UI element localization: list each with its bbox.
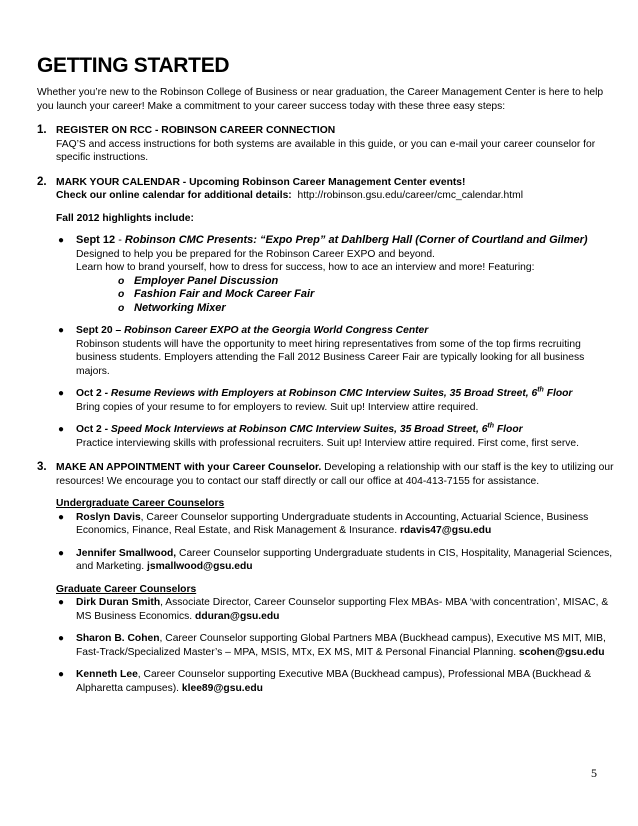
sub-item-text: Fashion Fair and Mock Career Fair — [134, 288, 315, 300]
counselor-email[interactable]: klee89@gsu.edu — [181, 682, 263, 694]
grad-counselors — [56, 583, 617, 696]
step-number: 3. — [37, 461, 47, 473]
highlights-heading: Fall 2012 highlights include: — [56, 212, 194, 224]
counselor-name: Sharon B. Cohen — [76, 633, 160, 644]
sub-item-text: Networking Mixer — [134, 301, 226, 314]
counselor-item — [56, 632, 617, 659]
step-1 — [37, 124, 617, 165]
calendar-line — [56, 189, 617, 203]
bullet-icon: ● — [58, 325, 65, 336]
sub-item — [76, 275, 617, 289]
event-desc: Bring copies of your resume to for employers to review. Suit up! Interview attire required. — [76, 401, 479, 413]
step-2 — [37, 176, 617, 451]
bullet-icon: ● — [58, 424, 65, 435]
event-desc-line: Designed to help you be prepared for the Robinson Career EXPO and beyond. — [76, 248, 435, 260]
event-title: - Resume Reviews with Employers at Robinson CMC Interview Suites, 35 Broad Street, 6 — [101, 388, 538, 399]
counselor-desc: , Career Counselor supporting Executive MBA (Buckhead campus), Professional MBA (Buckhead & Alpharetta campuses). — [76, 669, 592, 694]
event-date: Oct 2 — [76, 388, 102, 399]
event-title: – Robinson Career EXPO at the Georgia World Congress Center — [112, 325, 429, 336]
undergrad-counselors — [56, 497, 617, 574]
event-desc: Robinson students will have the opportunity to meet hiring representatives from some of the top firms recruiting business students. Employers attending the Fall 2012 Business Career Fair are typically looking for all business majors. — [76, 338, 585, 377]
bullet-icon: ● — [58, 597, 65, 608]
counselor-name: Kenneth Lee — [76, 669, 138, 680]
sub-item — [76, 288, 617, 302]
counselor-email[interactable]: dduran@gsu.edu — [195, 610, 280, 622]
sub-item-text: Employer Panel Discussion — [134, 274, 279, 287]
circle-bullet-icon: o — [118, 275, 125, 287]
calendar-label: Check our online calendar for additional details: — [56, 190, 292, 201]
event-desc: Practice interviewing skills with professional recruiters. Suit up! Interview attire required. First come, first serve. — [76, 437, 580, 449]
counselor-item — [56, 596, 617, 623]
page-number: 5 — [591, 766, 597, 780]
intro-paragraph: Whether you’re new to the Robinson College of Business or near graduation, the Career Management Center is here to help you launch your career! Make a commitment to your career success today with these three easy steps: — [37, 87, 604, 112]
ordinal-suffix: th — [487, 422, 495, 430]
event-title-end: Floor — [494, 424, 523, 435]
event-desc-line: Learn how to brand yourself, how to dress for success, how to ace an interview and more! Featuring: — [76, 262, 535, 273]
event-date: Sept 20 — [76, 325, 113, 336]
counselor-name: Dirk Duran Smith — [76, 597, 161, 608]
counselor-email[interactable]: scohen@gsu.edu — [518, 646, 605, 658]
page-title: GETTING STARTED — [37, 54, 230, 77]
step-1-text: FAQ’S and access instructions for both systems are available in this guide, or you can e-mail your career counselor for specific instructions. — [56, 138, 596, 163]
step-1-heading: REGISTER ON RCC - ROBINSON CAREER CONNECTION — [56, 125, 336, 136]
grad-title: Graduate Career Counselors — [56, 583, 197, 595]
bullet-icon: ● — [58, 547, 65, 559]
step-3-heading: MAKE AN APPOINTMENT with your Career Counselor. — [56, 462, 322, 473]
event-item — [56, 324, 617, 378]
calendar-url[interactable]: http://robinson.gsu.edu/career/cmc_calendar.html — [297, 190, 523, 201]
event-item — [56, 387, 617, 414]
circle-bullet-icon: o — [118, 302, 125, 314]
event-date: Sept 12 — [76, 234, 116, 246]
counselor-email[interactable]: rdavis47@gsu.edu — [399, 525, 492, 536]
event-date: Oct 2 — [76, 424, 102, 435]
counselor-desc: Career Counselor supporting Undergraduate students in CIS, Hospitality, Managerial Sciences, and Marketing. — [76, 547, 613, 572]
ordinal-suffix: th — [537, 386, 544, 394]
step-2-heading: MARK YOUR CALENDAR - Upcoming Robinson Career Management Center events! — [56, 176, 466, 188]
event-title: - Speed Mock Interviews at Robinson CMC Interview Suites, 35 Broad Street, 6 — [101, 424, 488, 435]
step-number: 2. — [37, 175, 47, 188]
bullet-icon: ● — [58, 388, 65, 399]
bullet-icon: ● — [58, 511, 65, 523]
counselor-item — [56, 511, 617, 538]
event-title-end: Floor — [543, 388, 573, 399]
sub-item — [76, 302, 617, 316]
step-3 — [37, 461, 617, 695]
event-item — [56, 234, 617, 315]
bullet-icon: ● — [58, 669, 65, 680]
event-item — [56, 423, 617, 450]
counselor-name: Jennifer Smallwood, — [76, 547, 177, 559]
event-separator: - — [115, 234, 125, 246]
undergrad-title: Undergraduate Career Counselors — [56, 498, 225, 509]
step-3-text: Developing a relationship with our staff is the key to utilizing our resources! We encourage you to contact our staff directly or call our office at 404-413-7155 for assistance. — [56, 462, 614, 487]
bullet-icon: ● — [58, 633, 65, 644]
counselor-desc: , Career Counselor supporting Global Partners MBA (Buckhead campus), Executive MS MIT, MIB, Fast-Track/Specialized Master’s – MPA, MSIS, MTx, EX MS, MIT & Personal Financial Planning. — [76, 633, 606, 658]
event-title: Robinson CMC Presents: “Expo Prep” at Dahlberg Hall (Corner of Courtland and Gilmer) — [124, 234, 588, 246]
counselor-email[interactable]: jsmallwood@gsu.edu — [146, 561, 253, 572]
counselor-name: Roslyn Davis — [76, 511, 141, 523]
page-content — [37, 54, 617, 706]
counselor-desc: , Associate Director, Career Counselor supporting Flex MBAs- MBA ‘with concentration’, MISAC, & MS Business Economics. — [76, 597, 609, 622]
counselor-item — [56, 668, 617, 695]
circle-bullet-icon: o — [118, 289, 125, 300]
step-number: 1. — [37, 124, 47, 136]
counselor-item — [56, 547, 617, 574]
bullet-icon: ● — [58, 235, 65, 246]
counselor-desc: , Career Counselor supporting Undergraduate students in Accounting, Actuarial Science, Business Economics, Finance, Real Estate, and Risk Management & Insurance. — [76, 511, 589, 536]
